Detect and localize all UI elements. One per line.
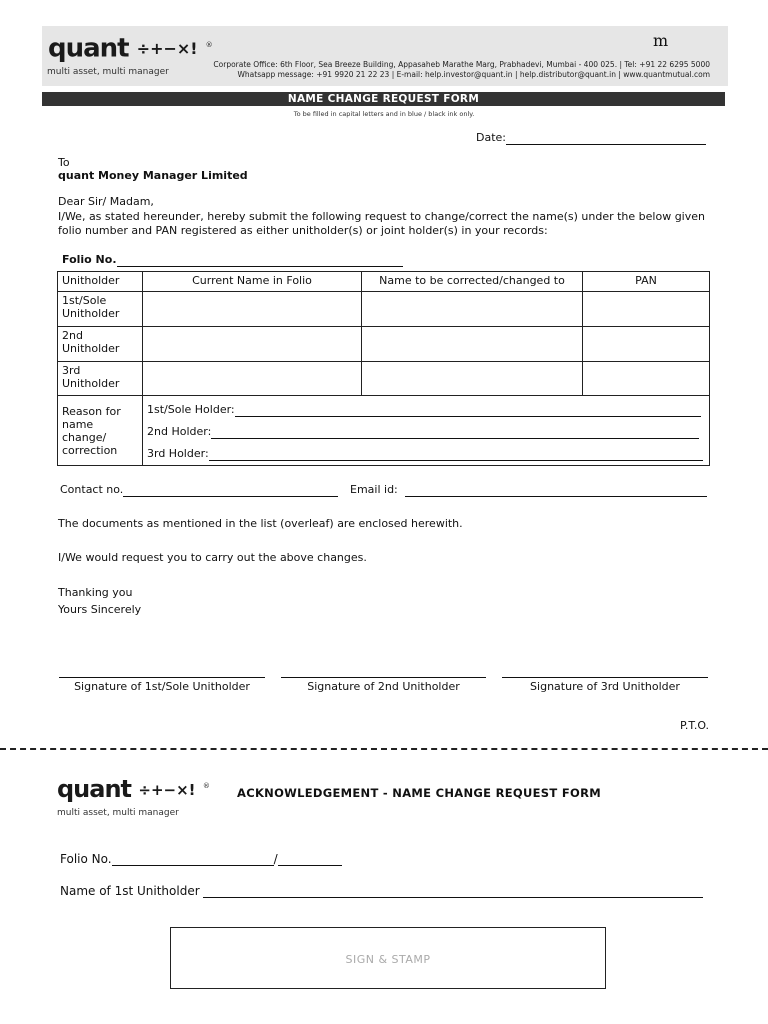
reason-line-2[interactable] — [147, 425, 705, 439]
ack-folio-label: Folio No. — [60, 852, 112, 866]
form-subtitle: To be filled in capital letters and in blue / black ink only. — [293, 110, 475, 118]
ack-name-label: Name of 1st Unitholder — [60, 884, 200, 898]
col-unitholder: Unitholder — [58, 272, 143, 292]
sign-stamp-label: SIGN & STAMP — [345, 953, 431, 966]
request-text: I/We would request you to carry out the above changes. — [58, 551, 367, 564]
signature-line-3[interactable] — [502, 677, 708, 678]
ack-quant-logo — [57, 772, 209, 804]
corner-mark: m — [653, 31, 669, 50]
col-current-name: Current Name in Folio — [143, 272, 362, 292]
col-pan: PAN — [583, 272, 710, 292]
reason-label-1: 1st/Sole Holder: — [147, 403, 235, 416]
reason-input-2[interactable] — [211, 427, 699, 439]
reason-line-1[interactable] — [147, 403, 705, 417]
reason-label-3: 3rd Holder: — [147, 447, 209, 460]
tagline: multi asset, multi manager — [47, 67, 169, 77]
table-row — [58, 292, 710, 327]
reason-input-3[interactable] — [209, 449, 703, 461]
signature-label-2: Signature of 2nd Unitholder — [307, 680, 460, 693]
contact-line: Whatsapp message: +91 9920 21 22 23 | E-mail: help.investor@quant.in | help.distributor@quant.in | www.quantmutual.com — [237, 70, 710, 79]
contact-line[interactable] — [123, 485, 338, 497]
signature-line-2[interactable] — [281, 677, 486, 678]
addressee: quant Money Manager Limited — [58, 169, 248, 182]
signature-line-1[interactable] — [59, 677, 265, 678]
signature-label-1: Signature of 1st/Sole Unitholder — [74, 680, 250, 693]
reason-row — [58, 396, 710, 466]
email-field[interactable] — [350, 483, 707, 497]
logo-wordmark: quant — [48, 33, 137, 64]
pan-1[interactable] — [583, 292, 710, 327]
sign-stamp-box[interactable] — [170, 927, 606, 989]
row-label-3: 3rd Unitholder — [58, 362, 143, 396]
reason-label: Reason for name change/ correction — [58, 396, 143, 466]
ack-folio-line-1[interactable] — [112, 854, 274, 866]
email-line[interactable] — [405, 485, 707, 497]
ack-registered-mark: ® — [202, 782, 209, 790]
address-line: Corporate Office: 6th Floor, Sea Breeze Building, Appasaheb Marathe Marg, Prabhadevi, Mumbai - 400 025. | Tel: +91 22 6295 5000 — [213, 60, 710, 69]
new-name-1[interactable] — [362, 292, 583, 327]
table-row — [58, 362, 710, 396]
reason-label-2: 2nd Holder: — [147, 425, 212, 438]
contact-label: Contact no. — [60, 483, 124, 496]
ack-logo-symbols: ÷+−×! — [138, 781, 196, 799]
email-label: Email id: — [350, 483, 398, 496]
folio-label: Folio No. — [62, 253, 117, 266]
name-change-table — [57, 271, 710, 466]
ack-name-field[interactable] — [60, 884, 703, 898]
date-label: Date: — [476, 131, 506, 144]
ack-name-line[interactable] — [203, 886, 703, 898]
documents-text: The documents as mentioned in the list (overleaf) are enclosed herewith. — [58, 517, 463, 530]
reason-line-3[interactable] — [147, 447, 705, 461]
table-header-row — [58, 272, 710, 292]
intro-text: I/We, as stated hereunder, hereby submit the following request to change/correct the name(s) under the below given folio number and PAN registered as either unitholder(s) or joint holder(s) in your records: — [58, 210, 705, 237]
thanking-text: Thanking you — [58, 586, 133, 599]
yours-sincerely: Yours Sincerely — [58, 603, 142, 616]
date-line[interactable] — [506, 133, 706, 145]
ack-folio-field[interactable] — [60, 852, 342, 866]
salutation: Dear Sir/ Madam, — [58, 195, 154, 208]
current-name-1[interactable] — [143, 292, 362, 327]
cut-line — [0, 748, 768, 750]
pan-3[interactable] — [583, 362, 710, 396]
pto-text: P.T.O. — [680, 719, 710, 732]
registered-mark: ® — [205, 41, 212, 49]
ack-tagline: multi asset, multi manager — [57, 808, 179, 818]
contact-field[interactable] — [60, 483, 338, 497]
ack-folio-sep: / — [273, 852, 278, 866]
folio-line[interactable] — [117, 255, 403, 267]
pan-2[interactable] — [583, 327, 710, 362]
ack-folio-line-2[interactable] — [278, 854, 342, 866]
logo-symbols: ÷+−×! — [136, 39, 198, 59]
new-name-2[interactable] — [362, 327, 583, 362]
logo-wordmark: quant — [57, 775, 139, 803]
to-label: To — [58, 156, 70, 169]
signature-label-3: Signature of 3rd Unitholder — [530, 680, 680, 693]
current-name-3[interactable] — [143, 362, 362, 396]
current-name-2[interactable] — [143, 327, 362, 362]
folio-field[interactable] — [62, 253, 403, 267]
date-field[interactable] — [476, 131, 706, 145]
reason-cell — [143, 396, 710, 466]
reason-input-1[interactable] — [235, 405, 701, 417]
new-name-3[interactable] — [362, 362, 583, 396]
ack-title: ACKNOWLEDGEMENT - NAME CHANGE REQUEST FORM — [237, 786, 601, 800]
table-row — [58, 327, 710, 362]
row-label-2: 2nd Unitholder — [58, 327, 143, 362]
col-new-name: Name to be corrected/changed to — [362, 272, 583, 292]
row-label-1: 1st/Sole Unitholder — [58, 292, 143, 327]
form-title: NAME CHANGE REQUEST FORM — [42, 92, 725, 106]
